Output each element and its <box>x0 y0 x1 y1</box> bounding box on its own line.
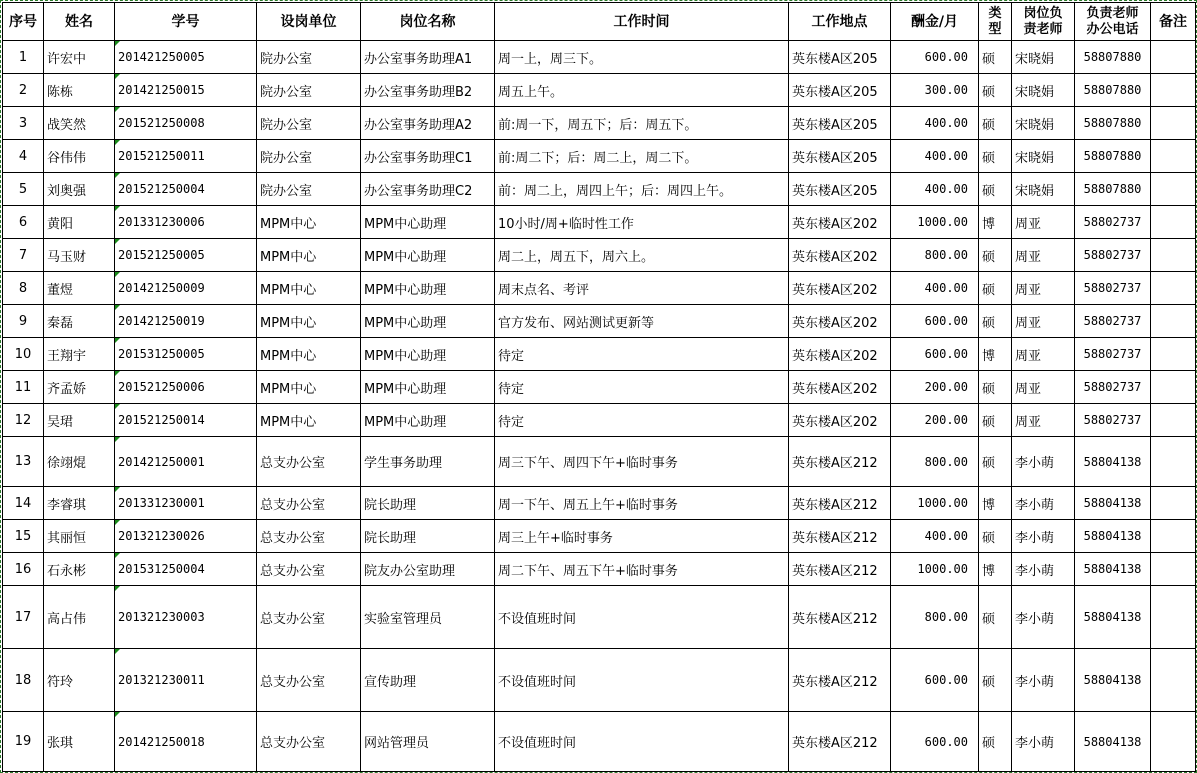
cell-remark[interactable] <box>1151 487 1196 520</box>
cell-student-id[interactable]: 201521250006 <box>115 371 257 404</box>
cell-pay[interactable]: 600.00 <box>891 41 979 74</box>
cell-work-time[interactable]: 待定 <box>495 404 789 437</box>
cell-type[interactable]: 硕 <box>979 437 1012 487</box>
cell-teacher[interactable]: 李小萌 <box>1012 712 1075 772</box>
cell-type[interactable]: 硕 <box>979 173 1012 206</box>
cell-seq[interactable]: 1 <box>3 41 44 74</box>
cell-student-id[interactable]: 201421250009 <box>115 272 257 305</box>
cell-teacher[interactable]: 周亚 <box>1012 371 1075 404</box>
cell-seq[interactable]: 17 <box>3 586 44 649</box>
cell-student-id[interactable]: 201321230026 <box>115 520 257 553</box>
cell-phone[interactable]: 58807880 <box>1075 74 1151 107</box>
table-row <box>3 404 1196 437</box>
cell-seq[interactable]: 11 <box>3 371 44 404</box>
cell-position[interactable]: 院长助理 <box>361 520 495 553</box>
cell-remark[interactable] <box>1151 712 1196 772</box>
cell-type[interactable]: 博 <box>979 338 1012 371</box>
cell-teacher[interactable]: 周亚 <box>1012 272 1075 305</box>
cell-pay[interactable]: 600.00 <box>891 712 979 772</box>
cell-teacher[interactable]: 宋晓娟 <box>1012 107 1075 140</box>
cell-location[interactable]: 英东楼A区205 <box>789 140 891 173</box>
cell-position[interactable]: 网站管理员 <box>361 712 495 772</box>
cell-location[interactable]: 英东楼A区205 <box>789 107 891 140</box>
cell-teacher[interactable]: 李小萌 <box>1012 553 1075 586</box>
cell-work-time[interactable]: 周一上，周三下。 <box>495 41 789 74</box>
cell-type[interactable]: 硕 <box>979 520 1012 553</box>
cell-pay[interactable]: 1000.00 <box>891 206 979 239</box>
cell-pay[interactable]: 300.00 <box>891 74 979 107</box>
cell-work-time[interactable]: 不设值班时间 <box>495 649 789 712</box>
cell-teacher[interactable]: 李小萌 <box>1012 487 1075 520</box>
cell-name[interactable]: 刘奥强 <box>44 173 115 206</box>
cell-remark[interactable] <box>1151 404 1196 437</box>
cell-pay[interactable]: 800.00 <box>891 586 979 649</box>
cell-unit[interactable]: MPM中心 <box>257 404 361 437</box>
cell-location[interactable]: 英东楼A区212 <box>789 553 891 586</box>
cell-phone[interactable]: 58802737 <box>1075 239 1151 272</box>
cell-type[interactable]: 硕 <box>979 404 1012 437</box>
cell-type[interactable]: 硕 <box>979 371 1012 404</box>
cell-work-time[interactable]: 不设值班时间 <box>495 712 789 772</box>
cell-position[interactable]: MPM中心助理 <box>361 404 495 437</box>
cell-name[interactable]: 谷伟伟 <box>44 140 115 173</box>
cell-pay[interactable]: 1000.00 <box>891 487 979 520</box>
cell-type[interactable]: 硕 <box>979 140 1012 173</box>
cell-position[interactable]: MPM中心助理 <box>361 239 495 272</box>
cell-unit[interactable]: 院办公室 <box>257 140 361 173</box>
cell-student-id[interactable]: 201521250005 <box>115 239 257 272</box>
cell-type[interactable]: 硕 <box>979 305 1012 338</box>
header-unit[interactable]: 设岗单位 <box>257 3 361 41</box>
cell-pay[interactable]: 1000.00 <box>891 553 979 586</box>
header-location[interactable]: 工作地点 <box>789 3 891 41</box>
cell-work-time[interactable]: 前:周二下；后：周二上，周二下。 <box>495 140 789 173</box>
cell-work-time[interactable]: 周五上午。 <box>495 74 789 107</box>
table-row <box>3 371 1196 404</box>
cell-location[interactable]: 英东楼A区205 <box>789 41 891 74</box>
cell-position[interactable]: 实验室管理员 <box>361 586 495 649</box>
cell-teacher[interactable]: 李小萌 <box>1012 586 1075 649</box>
cell-location[interactable]: 英东楼A区212 <box>789 649 891 712</box>
cell-unit[interactable]: MPM中心 <box>257 371 361 404</box>
cell-unit[interactable]: 总支办公室 <box>257 487 361 520</box>
cell-type[interactable]: 硕 <box>979 586 1012 649</box>
cell-name[interactable]: 王翔宇 <box>44 338 115 371</box>
cell-phone[interactable]: 58804138 <box>1075 712 1151 772</box>
cell-location[interactable]: 英东楼A区202 <box>789 206 891 239</box>
cell-name[interactable]: 马玉财 <box>44 239 115 272</box>
header-name[interactable]: 姓名 <box>44 3 115 41</box>
cell-phone[interactable]: 58802737 <box>1075 272 1151 305</box>
cell-teacher[interactable]: 宋晓娟 <box>1012 140 1075 173</box>
cell-name[interactable]: 徐翊焜 <box>44 437 115 487</box>
cell-location[interactable]: 英东楼A区212 <box>789 487 891 520</box>
cell-remark[interactable] <box>1151 338 1196 371</box>
cell-name[interactable]: 战笑然 <box>44 107 115 140</box>
cell-phone[interactable]: 58804138 <box>1075 437 1151 487</box>
header-type-line2: 型 <box>988 21 1002 37</box>
cell-unit[interactable]: MPM中心 <box>257 239 361 272</box>
cell-seq[interactable]: 4 <box>3 140 44 173</box>
cell-remark[interactable] <box>1151 371 1196 404</box>
cell-seq[interactable]: 14 <box>3 487 44 520</box>
cell-student-id[interactable]: 201421250001 <box>115 437 257 487</box>
cell-type[interactable]: 硕 <box>979 239 1012 272</box>
cell-pay[interactable]: 400.00 <box>891 272 979 305</box>
cell-unit[interactable]: 总支办公室 <box>257 437 361 487</box>
table-row <box>3 41 1196 74</box>
cell-student-id[interactable]: 201321230011 <box>115 649 257 712</box>
cell-seq[interactable]: 5 <box>3 173 44 206</box>
cell-pay[interactable]: 400.00 <box>891 140 979 173</box>
cell-location[interactable]: 英东楼A区202 <box>789 305 891 338</box>
cell-teacher[interactable]: 周亚 <box>1012 206 1075 239</box>
cell-seq[interactable]: 15 <box>3 520 44 553</box>
cell-pay[interactable]: 800.00 <box>891 239 979 272</box>
cell-work-time[interactable]: 前：周二上，周四上午；后：周四上午。 <box>495 173 789 206</box>
cell-seq[interactable]: 12 <box>3 404 44 437</box>
header-phone-line2: 办公电话 <box>1086 21 1139 37</box>
cell-phone[interactable]: 58802737 <box>1075 404 1151 437</box>
cell-name[interactable]: 齐孟娇 <box>44 371 115 404</box>
cell-pay[interactable]: 600.00 <box>891 649 979 712</box>
cell-phone[interactable]: 58807880 <box>1075 107 1151 140</box>
cell-position[interactable]: 宣传助理 <box>361 649 495 712</box>
cell-student-id[interactable]: 201321230003 <box>115 586 257 649</box>
cell-name[interactable]: 张琪 <box>44 712 115 772</box>
cell-position[interactable]: MPM中心助理 <box>361 305 495 338</box>
header-seq[interactable]: 序号 <box>3 3 44 41</box>
cell-unit[interactable]: 院办公室 <box>257 107 361 140</box>
cell-phone[interactable]: 58802737 <box>1075 338 1151 371</box>
cell-remark[interactable] <box>1151 272 1196 305</box>
table-row <box>3 553 1196 586</box>
cell-position[interactable]: 办公室事务助理A1 <box>361 41 495 74</box>
cell-location[interactable]: 英东楼A区202 <box>789 272 891 305</box>
cell-phone[interactable]: 58804138 <box>1075 487 1151 520</box>
header-student-id[interactable]: 学号 <box>115 3 257 41</box>
cell-remark[interactable] <box>1151 586 1196 649</box>
cell-pay[interactable]: 600.00 <box>891 305 979 338</box>
cell-unit[interactable]: MPM中心 <box>257 305 361 338</box>
cell-work-time[interactable]: 待定 <box>495 338 789 371</box>
cell-teacher[interactable]: 周亚 <box>1012 305 1075 338</box>
cell-name[interactable]: 秦磊 <box>44 305 115 338</box>
cell-remark[interactable] <box>1151 649 1196 712</box>
cell-work-time[interactable]: 周三下午、周四下午+临时事务 <box>495 437 789 487</box>
cell-pay[interactable]: 200.00 <box>891 371 979 404</box>
table-row <box>3 272 1196 305</box>
cell-work-time[interactable]: 周末点名、考评 <box>495 272 789 305</box>
cell-phone[interactable]: 58807880 <box>1075 173 1151 206</box>
cell-position[interactable]: MPM中心助理 <box>361 206 495 239</box>
cell-unit[interactable]: 总支办公室 <box>257 712 361 772</box>
cell-student-id[interactable]: 201331230001 <box>115 487 257 520</box>
cell-location[interactable]: 英东楼A区202 <box>789 338 891 371</box>
cell-teacher[interactable]: 李小萌 <box>1012 437 1075 487</box>
cell-pay[interactable]: 200.00 <box>891 404 979 437</box>
cell-position[interactable]: 办公室事务助理C2 <box>361 173 495 206</box>
cell-location[interactable]: 英东楼A区205 <box>789 74 891 107</box>
cell-name[interactable]: 黄阳 <box>44 206 115 239</box>
cell-student-id[interactable]: 201531250004 <box>115 553 257 586</box>
header-pay[interactable]: 酬金/月 <box>891 3 979 41</box>
cell-remark[interactable] <box>1151 305 1196 338</box>
cell-name[interactable]: 吴珺 <box>44 404 115 437</box>
cell-position[interactable]: 办公室事务助理A2 <box>361 107 495 140</box>
header-position[interactable]: 岗位名称 <box>361 3 495 41</box>
header-teacher[interactable] <box>1012 3 1075 41</box>
cell-student-id[interactable]: 201421250019 <box>115 305 257 338</box>
cell-student-id[interactable]: 201331230006 <box>115 206 257 239</box>
header-row <box>3 3 1196 41</box>
cell-unit[interactable]: 总支办公室 <box>257 520 361 553</box>
cell-unit[interactable]: 院办公室 <box>257 41 361 74</box>
cell-unit[interactable]: MPM中心 <box>257 272 361 305</box>
header-type[interactable] <box>979 3 1012 41</box>
cell-pay[interactable]: 800.00 <box>891 437 979 487</box>
cell-work-time[interactable]: 周二下午、周五下午+临时事务 <box>495 553 789 586</box>
cell-position[interactable]: 学生事务助理 <box>361 437 495 487</box>
cell-work-time[interactable]: 周二上，周五下，周六上。 <box>495 239 789 272</box>
header-type-line1: 类 <box>988 5 1002 21</box>
cell-name[interactable]: 李睿琪 <box>44 487 115 520</box>
cell-phone[interactable]: 58802737 <box>1075 305 1151 338</box>
header-remark[interactable]: 备注 <box>1151 3 1196 41</box>
cell-seq[interactable]: 18 <box>3 649 44 712</box>
cell-position[interactable]: MPM中心助理 <box>361 371 495 404</box>
cell-location[interactable]: 英东楼A区212 <box>789 437 891 487</box>
cell-work-time[interactable]: 周三上午+临时事务 <box>495 520 789 553</box>
table-row <box>3 206 1196 239</box>
cell-remark[interactable] <box>1151 107 1196 140</box>
cell-remark[interactable] <box>1151 41 1196 74</box>
cell-unit[interactable]: 总支办公室 <box>257 553 361 586</box>
table-row <box>3 520 1196 553</box>
cell-name[interactable]: 石永彬 <box>44 553 115 586</box>
cell-student-id[interactable]: 201521250004 <box>115 173 257 206</box>
cell-seq[interactable]: 2 <box>3 74 44 107</box>
cell-phone[interactable]: 58802737 <box>1075 371 1151 404</box>
cell-remark[interactable] <box>1151 553 1196 586</box>
cell-name[interactable]: 董煜 <box>44 272 115 305</box>
table-row <box>3 140 1196 173</box>
cell-unit[interactable]: 总支办公室 <box>257 586 361 649</box>
cell-name[interactable]: 许宏中 <box>44 41 115 74</box>
cell-position[interactable]: 院友办公室助理 <box>361 553 495 586</box>
cell-unit[interactable]: 总支办公室 <box>257 649 361 712</box>
assistant-table <box>2 2 1196 772</box>
cell-phone[interactable]: 58804138 <box>1075 553 1151 586</box>
table-row <box>3 338 1196 371</box>
cell-student-id[interactable]: 201521250014 <box>115 404 257 437</box>
cell-work-time[interactable]: 周一下午、周五上午+临时事务 <box>495 487 789 520</box>
cell-type[interactable]: 博 <box>979 487 1012 520</box>
cell-phone[interactable]: 58802737 <box>1075 206 1151 239</box>
table-row <box>3 437 1196 487</box>
cell-teacher[interactable]: 周亚 <box>1012 404 1075 437</box>
cell-type[interactable]: 硕 <box>979 649 1012 712</box>
cell-pay[interactable]: 600.00 <box>891 338 979 371</box>
cell-student-id[interactable]: 201531250005 <box>115 338 257 371</box>
cell-pay[interactable]: 400.00 <box>891 173 979 206</box>
cell-work-time[interactable]: 前:周一下，周五下；后：周五下。 <box>495 107 789 140</box>
cell-unit[interactable]: 院办公室 <box>257 74 361 107</box>
table-row <box>3 712 1196 772</box>
cell-unit[interactable]: MPM中心 <box>257 206 361 239</box>
cell-type[interactable]: 博 <box>979 553 1012 586</box>
header-phone-line1: 负责老师 <box>1086 5 1139 21</box>
cell-location[interactable]: 英东楼A区202 <box>789 404 891 437</box>
cell-location[interactable]: 英东楼A区205 <box>789 173 891 206</box>
cell-teacher[interactable]: 宋晓娟 <box>1012 41 1075 74</box>
cell-remark[interactable] <box>1151 140 1196 173</box>
cell-student-id[interactable]: 201521250008 <box>115 107 257 140</box>
cell-remark[interactable] <box>1151 173 1196 206</box>
cell-teacher[interactable]: 李小萌 <box>1012 649 1075 712</box>
cell-seq[interactable]: 13 <box>3 437 44 487</box>
table-row <box>3 74 1196 107</box>
cell-type[interactable]: 硕 <box>979 41 1012 74</box>
cell-phone[interactable]: 58804138 <box>1075 649 1151 712</box>
cell-remark[interactable] <box>1151 239 1196 272</box>
cell-teacher[interactable]: 李小萌 <box>1012 520 1075 553</box>
table-row <box>3 586 1196 649</box>
cell-remark[interactable] <box>1151 74 1196 107</box>
cell-pay[interactable]: 400.00 <box>891 520 979 553</box>
cell-location[interactable]: 英东楼A区202 <box>789 239 891 272</box>
cell-teacher[interactable]: 宋晓娟 <box>1012 173 1075 206</box>
cell-position[interactable]: MPM中心助理 <box>361 338 495 371</box>
table-row <box>3 305 1196 338</box>
cell-name[interactable]: 高占伟 <box>44 586 115 649</box>
cell-location[interactable]: 英东楼A区212 <box>789 712 891 772</box>
cell-position[interactable]: 办公室事务助理C1 <box>361 140 495 173</box>
cell-teacher[interactable]: 周亚 <box>1012 239 1075 272</box>
cell-position[interactable]: 院长助理 <box>361 487 495 520</box>
cell-location[interactable]: 英东楼A区212 <box>789 586 891 649</box>
cell-seq[interactable]: 9 <box>3 305 44 338</box>
cell-unit[interactable]: 院办公室 <box>257 173 361 206</box>
cell-position[interactable]: 办公室事务助理B2 <box>361 74 495 107</box>
cell-student-id[interactable]: 201521250011 <box>115 140 257 173</box>
cell-remark[interactable] <box>1151 437 1196 487</box>
cell-remark[interactable] <box>1151 520 1196 553</box>
cell-type[interactable]: 硕 <box>979 107 1012 140</box>
cell-seq[interactable]: 6 <box>3 206 44 239</box>
header-teacher-line1: 岗位负 <box>1023 5 1063 21</box>
cell-student-id[interactable]: 201421250005 <box>115 41 257 74</box>
cell-work-time[interactable]: 待定 <box>495 371 789 404</box>
cell-phone[interactable]: 58807880 <box>1075 41 1151 74</box>
cell-pay[interactable]: 400.00 <box>891 107 979 140</box>
cell-type[interactable]: 硕 <box>979 74 1012 107</box>
cell-type[interactable]: 博 <box>979 206 1012 239</box>
table-row <box>3 239 1196 272</box>
cell-location[interactable]: 英东楼A区202 <box>789 371 891 404</box>
cell-work-time[interactable]: 官方发布、网站测试更新等 <box>495 305 789 338</box>
header-phone[interactable] <box>1075 3 1151 41</box>
table-row <box>3 173 1196 206</box>
cell-phone[interactable]: 58807880 <box>1075 140 1151 173</box>
cell-work-time[interactable]: 不设值班时间 <box>495 586 789 649</box>
cell-seq[interactable]: 16 <box>3 553 44 586</box>
table-row <box>3 487 1196 520</box>
cell-student-id[interactable]: 201421250018 <box>115 712 257 772</box>
header-work-time[interactable]: 工作时间 <box>495 3 789 41</box>
cell-phone[interactable]: 58804138 <box>1075 586 1151 649</box>
cell-location[interactable]: 英东楼A区212 <box>789 520 891 553</box>
cell-work-time[interactable]: 10小时/周+临时性工作 <box>495 206 789 239</box>
table-row <box>3 107 1196 140</box>
cell-name[interactable]: 陈栋 <box>44 74 115 107</box>
cell-name[interactable]: 其丽恒 <box>44 520 115 553</box>
cell-seq[interactable]: 10 <box>3 338 44 371</box>
header-teacher-line2: 责老师 <box>1023 21 1063 37</box>
cell-type[interactable]: 硕 <box>979 272 1012 305</box>
cell-remark[interactable] <box>1151 206 1196 239</box>
table-row <box>3 649 1196 712</box>
cell-phone[interactable]: 58804138 <box>1075 520 1151 553</box>
cell-student-id[interactable]: 201421250015 <box>115 74 257 107</box>
cell-teacher[interactable]: 宋晓娟 <box>1012 74 1075 107</box>
cell-position[interactable]: MPM中心助理 <box>361 272 495 305</box>
cell-unit[interactable]: MPM中心 <box>257 338 361 371</box>
cell-type[interactable]: 硕 <box>979 712 1012 772</box>
cell-seq[interactable]: 8 <box>3 272 44 305</box>
cell-seq[interactable]: 7 <box>3 239 44 272</box>
cell-seq[interactable]: 19 <box>3 712 44 772</box>
cell-name[interactable]: 符玲 <box>44 649 115 712</box>
cell-teacher[interactable]: 周亚 <box>1012 338 1075 371</box>
cell-seq[interactable]: 3 <box>3 107 44 140</box>
